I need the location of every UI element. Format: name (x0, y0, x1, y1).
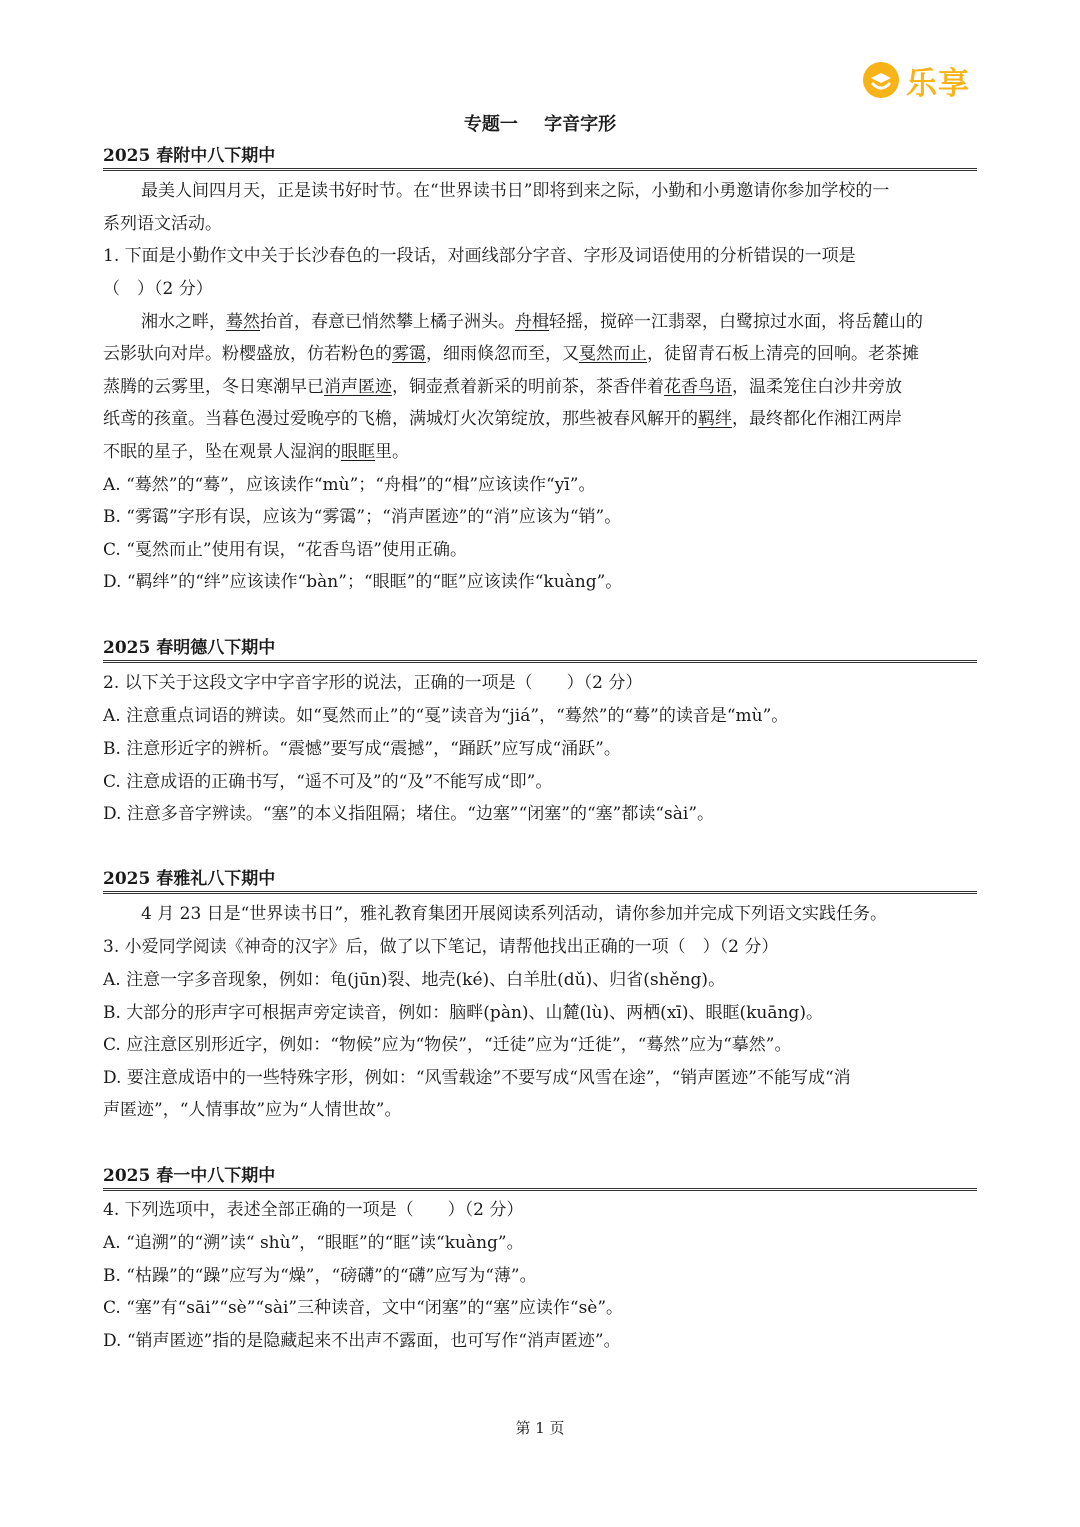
brand-logo (862, 58, 974, 102)
underlined-word: 戛然而止 (579, 344, 647, 364)
underlined-word: 羁绊 (698, 409, 732, 429)
option-b: B. 大部分的形声字可根据声旁定读音，例如：脑畔(pàn)、山麓(lù)、两栖(xī)、眼眶(kuāng)。 (103, 1003, 823, 1023)
logo-text: 乐享 (906, 65, 970, 102)
page-number: 第 1 页 (515, 1419, 565, 1437)
intro-line: 最美人间四月天，正是读书好时节。在“世界读书日”即将到来之际，小勤和小勇邀请你参加学校的一 (141, 181, 890, 201)
logo-smile-icon (862, 61, 900, 99)
intro-line: 4 月 23 日是“世界读书日”，雅礼教育集团开展阅读系列活动，请你参加并完成下列语文实践任务。 (141, 904, 888, 924)
option-a: A. “追溯”的“溯”读“ shù”，“眼眶”的“眶”读“kuàng”。 (103, 1233, 524, 1253)
section-heading-4: 2025 春一中八下期中 (103, 1165, 977, 1191)
option-d: D. “销声匿迹”指的是隐藏起来不出声不露面，也可写作“消声匿迹”。 (103, 1331, 621, 1351)
passage-line: 纸鸢的孩童。当暮色漫过爱晚亭的飞檐，满城灯火次第绽放，那些被春风解开的羁绊，最终都化作湘江两岸 (103, 409, 902, 429)
underlined-word: 舟楫 (515, 312, 549, 332)
option-d: D. 要注意成语中的一些特殊字形，例如：“风雪载途”不要写成“风雪在途”，“销声匿迹”不能写成“消 (103, 1068, 851, 1088)
intro-line: 系列语文活动。 (103, 214, 222, 234)
option-a: A. 注意一字多音现象，例如：龟(jūn)裂、地壳(ké)、白羊肚(dǔ)、归省(shěng)。 (103, 970, 726, 990)
passage-line: 不眠的星子，坠在观景人湿润的眼眶里。 (103, 442, 409, 462)
option-a: A. “蓦然”的“蓦”，应该读作“mù”；“舟楫”的“楫”应该读作“yī”。 (103, 475, 596, 495)
underlined-word: 雾霭 (392, 344, 426, 364)
section-heading-3: 2025 春雅礼八下期中 (103, 868, 977, 894)
option-c: C. 注意成语的正确书写，“遥不可及”的“及”不能写成“即”。 (103, 772, 553, 792)
underlined-word: 消声匿迹 (324, 377, 392, 397)
underlined-word: 花香鸟语 (664, 377, 732, 397)
option-d: D. “羁绊”的“绊”应该读作“bàn”；“眼眶”的“眶”应该读作“kuàng”。 (103, 572, 623, 592)
question-2: 2. 以下关于这段文字中字音字形的说法，正确的一项是（ ）（2 分） (103, 673, 643, 693)
option-d-continued: 声匿迹”，“人情事故”应为“人情世故”。 (103, 1100, 402, 1120)
underlined-word: 眼眶 (341, 442, 375, 462)
question-1-score: （ ）（2 分） (103, 279, 213, 299)
option-c: C. “戛然而止”使用有误，“花香鸟语”使用正确。 (103, 540, 467, 560)
passage-line: 蒸腾的云雾里，冬日寒潮早已消声匿迹，铜壶煮着新采的明前茶，茶香伴着花香鸟语，温柔笼住白沙井旁放 (103, 377, 902, 397)
option-c: C. “塞”有“sāi”“sè”“sài”三种读音，文中“闭塞”的“塞”应读作“sè”。 (103, 1298, 624, 1318)
question-1: 1. 下面是小勤作文中关于长沙春色的一段话，对画线部分字音、字形及词语使用的分析错误的一项是 (103, 246, 856, 266)
passage-line: 湘水之畔，蓦然抬首，春意已悄然攀上橘子洲头。舟楫轻摇，搅碎一江翡翠，白鹭掠过水面，将岳麓山的 (141, 312, 923, 332)
section-heading-2: 2025 春明德八下期中 (103, 637, 977, 663)
underlined-word: 蓦然 (226, 312, 260, 332)
section-heading-1: 2025 春附中八下期中 (103, 145, 977, 171)
option-c: C. 应注意区别形近字，例如：“物候”应为“物侯”，“迁徒”应为“迁徙”，“蓦然”应为“摹然”。 (103, 1035, 792, 1055)
option-a: A. 注意重点词语的辨读。如“戛然而止”的“戛”读音为“jiá”，“蓦然”的“蓦”的读音是“mù”。 (103, 706, 789, 726)
page-title (0, 110, 1080, 136)
option-d: D. 注意多音字辨读。“塞”的本义指阻隔；堵住。“边塞”“闭塞”的“塞”都读“sài”。 (103, 804, 715, 824)
title-topic: 专题一 (463, 114, 518, 135)
option-b: B. “枯躁”的“躁”应写为“燥”，“磅礴”的“礴”应写为“薄”。 (103, 1266, 537, 1286)
title-subject: 字音字形 (544, 114, 617, 135)
option-b: B. 注意形近字的辨析。“震憾”要写成“震撼”，“踊跃”应写成“涌跃”。 (103, 739, 621, 759)
question-4: 4. 下列选项中，表述全部正确的一项是（ ）（2 分） (103, 1200, 524, 1220)
question-3: 3. 小爱同学阅读《神奇的汉字》后，做了以下笔记，请帮他找出正确的一项（ ）（2 分） (103, 937, 779, 957)
passage-line: 云影驮向对岸。粉樱盛放，仿若粉色的雾霭，细雨倏忽而至，又戛然而止，徒留青石板上清亮的回响。老茶摊 (103, 344, 919, 364)
option-b: B. “雾霭”字形有误，应该为“雾霭”；“消声匿迹”的“消”应该为“销”。 (103, 507, 622, 527)
